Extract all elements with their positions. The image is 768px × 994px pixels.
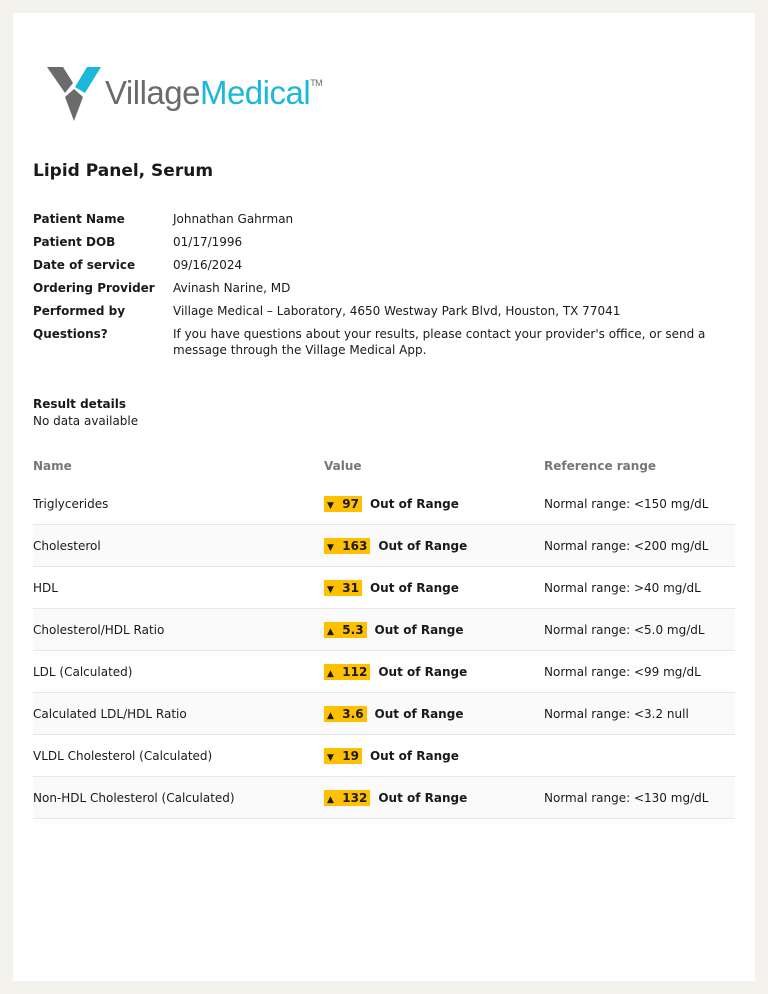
test-name: Cholesterol/HDL Ratio — [33, 609, 324, 651]
result-value — [324, 790, 370, 806]
direction-arrow-icon: ▲ — [327, 668, 334, 679]
result-value — [324, 538, 370, 554]
result-value — [324, 706, 367, 722]
logo-text-medical: Medical — [199, 74, 311, 111]
header-value: Value — [324, 459, 362, 473]
result-details-note: No data available — [33, 414, 139, 428]
status-badge: Out of Range — [369, 748, 459, 763]
table-row — [33, 777, 735, 819]
test-name: VLDL Cholesterol (Calculated) — [33, 735, 324, 777]
direction-arrow-icon: ▼ — [327, 500, 334, 511]
direction-arrow-icon: ▼ — [327, 542, 334, 553]
table-row — [33, 735, 735, 777]
report-page — [13, 13, 755, 981]
result-value — [324, 664, 370, 680]
patient-info — [33, 211, 733, 365]
result-value — [324, 622, 367, 638]
result-details — [33, 396, 138, 430]
test-name: Non-HDL Cholesterol (Calculated) — [33, 777, 324, 819]
reference-range: Normal range: <200 mg/dL — [544, 525, 735, 567]
header-name: Name — [33, 459, 72, 473]
village-medical-logo — [45, 63, 322, 123]
status-badge: Out of Range — [378, 538, 468, 553]
info-row — [33, 326, 733, 358]
table-row — [33, 567, 735, 609]
result-value — [324, 580, 362, 596]
direction-arrow-icon: ▼ — [327, 752, 334, 763]
info-value: Avinash Narine, MD — [173, 281, 291, 295]
info-row — [33, 280, 733, 296]
test-name: Cholesterol — [33, 525, 324, 567]
direction-arrow-icon: ▲ — [327, 626, 334, 637]
test-name: HDL — [33, 567, 324, 609]
status-badge: Out of Range — [374, 622, 464, 637]
value-number: 112 — [342, 664, 368, 679]
value-number: 163 — [342, 538, 368, 553]
test-name: LDL (Calculated) — [33, 651, 324, 693]
info-row — [33, 211, 733, 227]
info-value: 01/17/1996 — [173, 235, 243, 249]
status-badge: Out of Range — [378, 664, 468, 679]
results-table — [33, 449, 735, 819]
table-row — [33, 609, 735, 651]
status-badge: Out of Range — [378, 790, 468, 805]
value-number: 31 — [342, 580, 359, 595]
result-value — [324, 748, 362, 764]
logo-trademark: TM — [310, 78, 323, 88]
info-value: If you have questions about your results, please contact your provider's office, or send a message through the Village Medical App. — [173, 327, 706, 357]
result-details-heading: Result details — [33, 397, 127, 411]
value-number: 3.6 — [342, 706, 364, 721]
reference-range: Normal range: <3.2 null — [544, 693, 735, 735]
value-number: 132 — [342, 790, 368, 805]
info-label: Ordering Provider — [33, 281, 155, 295]
table-row — [33, 651, 735, 693]
header-reference-range: Reference range — [544, 459, 657, 473]
reference-range: Normal range: <150 mg/dL — [544, 483, 735, 525]
info-value: Village Medical – Laboratory, 4650 Westway Park Blvd, Houston, TX 77041 — [173, 304, 621, 318]
reference-range: Normal range: <99 mg/dL — [544, 651, 735, 693]
table-row — [33, 693, 735, 735]
value-number: 19 — [342, 748, 359, 763]
info-label: Date of service — [33, 258, 136, 272]
info-value: 09/16/2024 — [173, 258, 243, 272]
direction-arrow-icon: ▲ — [327, 710, 334, 721]
value-number: 5.3 — [342, 622, 364, 637]
info-row — [33, 234, 733, 250]
info-label: Patient DOB — [33, 235, 116, 249]
result-value — [324, 496, 362, 512]
table-row — [33, 483, 735, 525]
page-title: Lipid Panel, Serum — [33, 161, 214, 181]
value-number: 97 — [342, 496, 359, 511]
status-badge: Out of Range — [374, 706, 464, 721]
status-badge: Out of Range — [369, 496, 459, 511]
info-value: Johnathan Gahrman — [173, 212, 294, 226]
info-label: Patient Name — [33, 212, 125, 226]
info-row — [33, 303, 733, 319]
logo-mark-icon — [45, 63, 103, 123]
info-label: Questions? — [33, 327, 108, 341]
table-row — [33, 525, 735, 567]
direction-arrow-icon: ▲ — [327, 794, 334, 805]
info-row — [33, 257, 733, 273]
info-label: Performed by — [33, 304, 126, 318]
direction-arrow-icon: ▼ — [327, 584, 334, 595]
reference-range: Normal range: >40 mg/dL — [544, 567, 735, 609]
test-name: Triglycerides — [33, 483, 324, 525]
status-badge: Out of Range — [369, 580, 459, 595]
reference-range — [544, 735, 735, 777]
reference-range: Normal range: <130 mg/dL — [544, 777, 735, 819]
test-name: Calculated LDL/HDL Ratio — [33, 693, 324, 735]
logo-text-village: Village — [105, 74, 200, 111]
reference-range: Normal range: <5.0 mg/dL — [544, 609, 735, 651]
